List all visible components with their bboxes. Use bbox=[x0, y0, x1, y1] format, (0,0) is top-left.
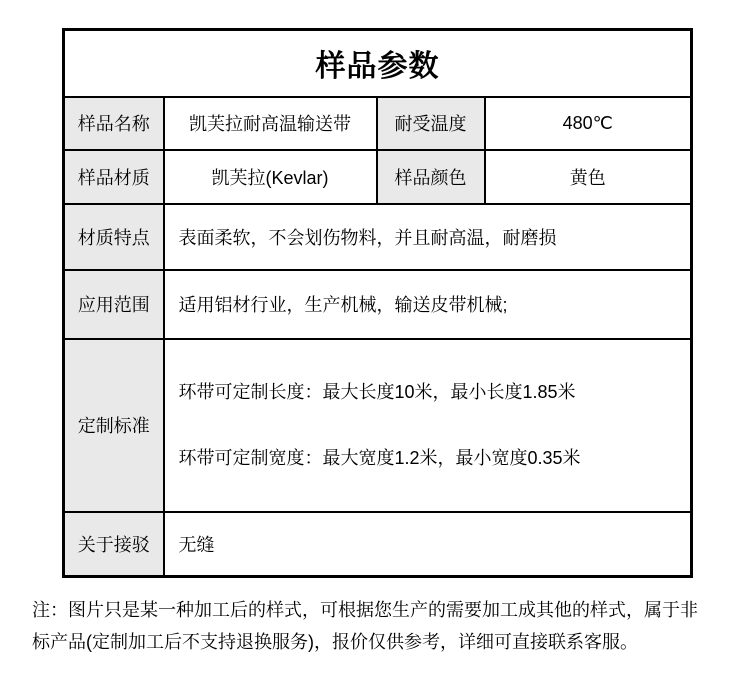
label-application: 应用范围 bbox=[64, 270, 164, 339]
value-temperature: 480℃ bbox=[485, 97, 692, 150]
table-row bbox=[64, 512, 692, 577]
footnote-line-2: 标产品(定制加工后不支持退换服务)，报价仅供参考，详细可直接联系客服。 bbox=[32, 632, 638, 652]
value-application: 适用铝材行业，生产机械，输送皮带机械; bbox=[164, 270, 692, 339]
label-splice: 关于接驳 bbox=[64, 512, 164, 577]
customization-width-line: 环带可定制宽度：最大宽度1.2米，最小宽度0.35米 bbox=[178, 448, 581, 468]
label-material: 样品材质 bbox=[64, 150, 164, 204]
value-material: 凯芙拉(Kevlar) bbox=[164, 150, 377, 204]
label-customization: 定制标准 bbox=[64, 339, 164, 512]
page-title: 样品参数 bbox=[64, 30, 692, 97]
table-row bbox=[64, 97, 692, 150]
label-color: 样品颜色 bbox=[377, 150, 485, 204]
spec-table bbox=[62, 28, 693, 578]
value-features: 表面柔软，不会划伤物料，并且耐高温，耐磨损 bbox=[164, 204, 692, 270]
value-splice: 无缝 bbox=[164, 512, 692, 577]
customization-length-line: 环带可定制长度：最大长度10米，最小长度1.85米 bbox=[178, 382, 576, 402]
label-temperature: 耐受温度 bbox=[377, 97, 485, 150]
table-row bbox=[64, 270, 692, 339]
footnote-line-1: 注：图片只是某一种加工后的样式，可根据您生产的需要加工成其他的样式，属于非 bbox=[32, 600, 698, 620]
table-row bbox=[64, 150, 692, 204]
table-row bbox=[64, 204, 692, 270]
value-sample-name: 凯芙拉耐高温输送带 bbox=[164, 97, 377, 150]
value-color: 黄色 bbox=[485, 150, 692, 204]
value-customization bbox=[164, 339, 692, 512]
table-row bbox=[64, 30, 692, 97]
label-features: 材质特点 bbox=[64, 204, 164, 270]
footnote bbox=[32, 594, 722, 658]
label-sample-name: 样品名称 bbox=[64, 97, 164, 150]
table-row bbox=[64, 339, 692, 512]
